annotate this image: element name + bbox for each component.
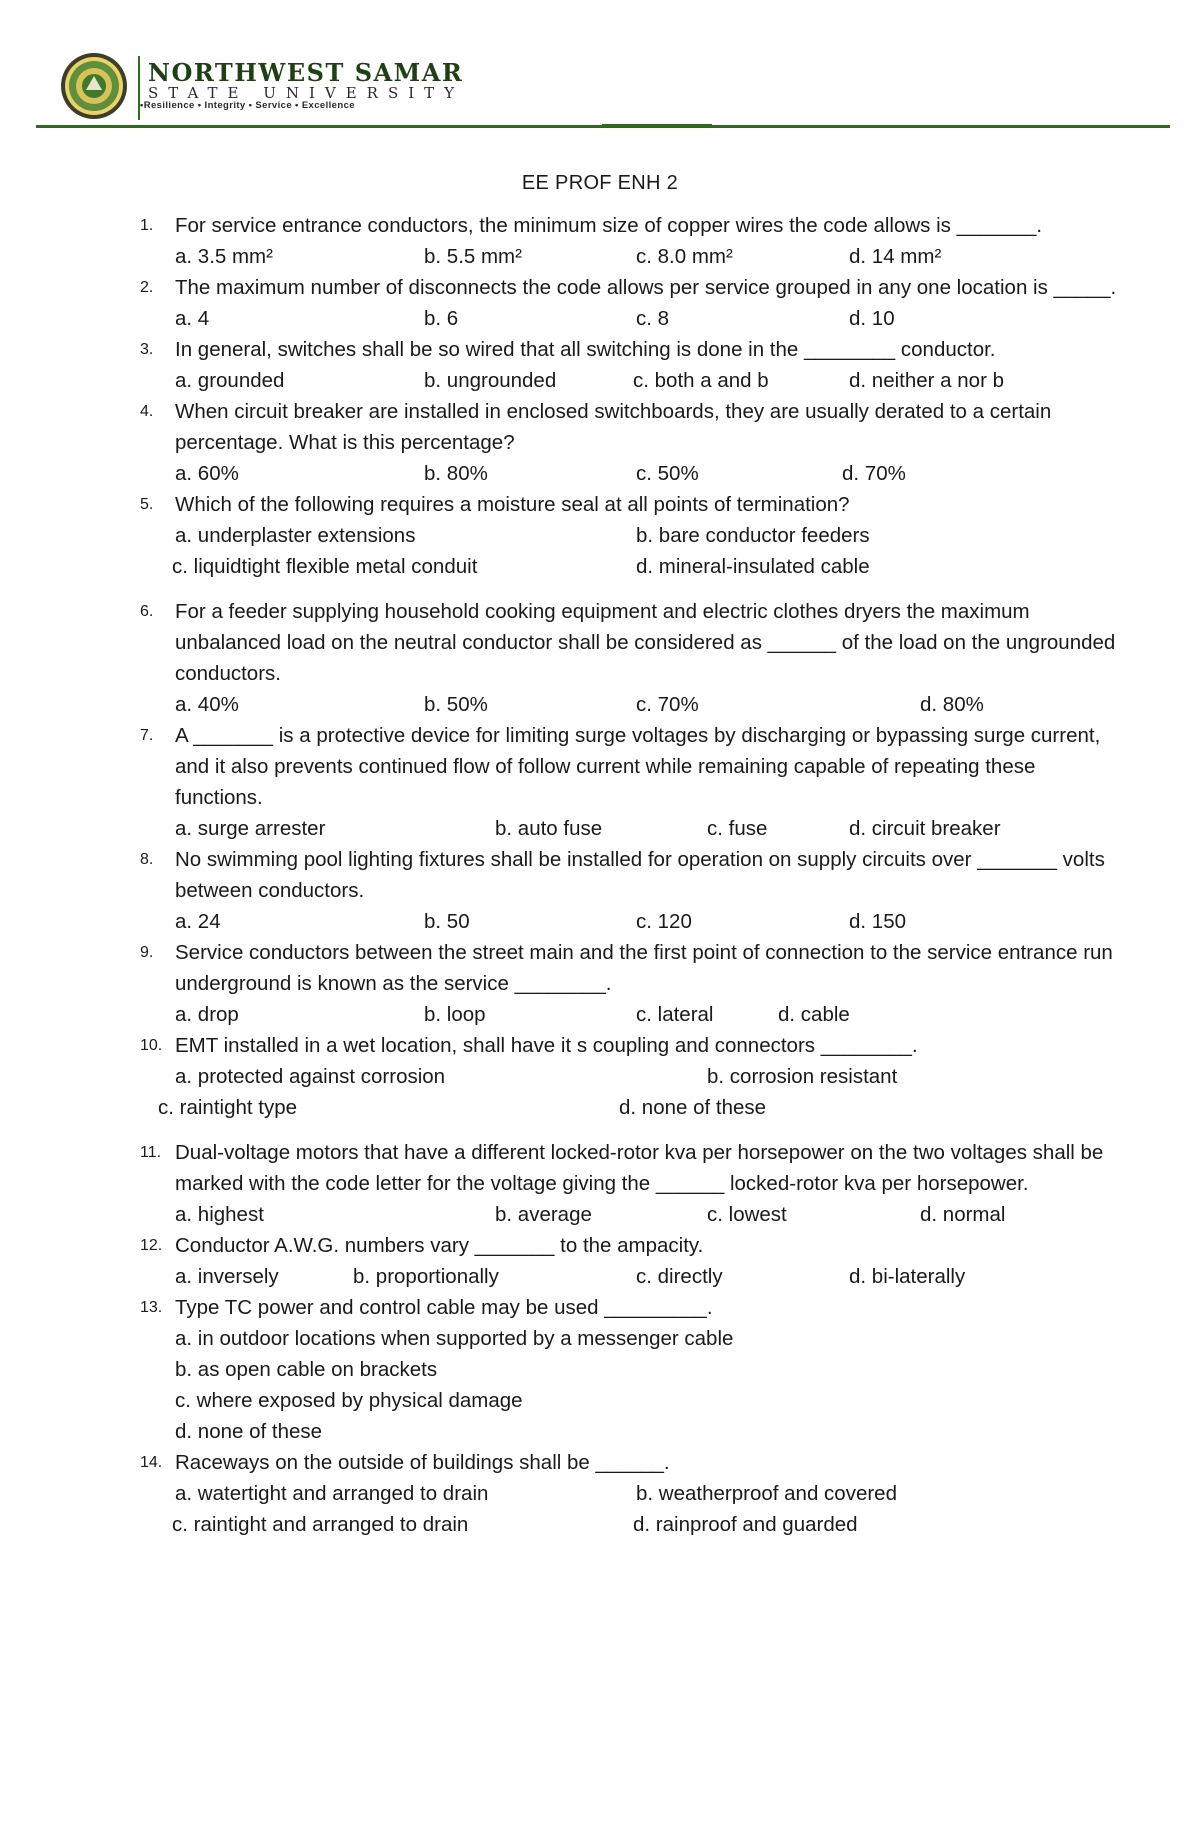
option-c: c. lateral (636, 1003, 714, 1026)
option-d: d. 70% (842, 462, 906, 485)
question-1 (0, 210, 1200, 241)
option-a: a. 24 (175, 910, 221, 933)
option-d: d. cable (778, 1003, 850, 1026)
option-c: c. where exposed by physical damage (175, 1389, 523, 1412)
option-c: c. fuse (707, 817, 768, 840)
option-d: d. normal (920, 1203, 1006, 1226)
option-b: b. 50% (424, 693, 488, 716)
question-text: No swimming pool lighting fixtures shall be installed for operation on supply circuits over _______ volts between conductors. (175, 848, 1105, 902)
option-b: b. 6 (424, 307, 459, 330)
option-c: c. 70% (636, 693, 699, 716)
options-row (0, 1416, 1200, 1447)
options-row (0, 999, 1200, 1030)
option-b: b. weatherproof and covered (636, 1482, 897, 1505)
option-d: d. circuit breaker (849, 817, 1001, 840)
question-number: 11. (140, 1144, 162, 1161)
question-number: 12. (140, 1237, 163, 1254)
question-6 (0, 596, 1200, 689)
question-number: 7. (140, 727, 154, 744)
options-row (0, 1092, 1200, 1123)
option-d: d. rainproof and guarded (633, 1513, 858, 1536)
question-number: 2. (140, 279, 154, 296)
option-b: b. as open cable on brackets (175, 1358, 438, 1381)
options-row (0, 365, 1200, 396)
options-row (0, 689, 1200, 720)
option-d: d. 10 (849, 307, 895, 330)
spacer (0, 582, 1200, 596)
question-7 (0, 720, 1200, 813)
question-text: A _______ is a protective device for limiting surge voltages by discharging or bypassing surge current, and it also prevents continued flow of follow current while remaining capable of repeating these functions. (175, 724, 1101, 809)
option-d: d. none of these (619, 1096, 767, 1119)
question-10 (0, 1030, 1200, 1061)
option-c: c. raintight and arranged to drain (172, 1513, 469, 1536)
question-2 (0, 272, 1200, 303)
option-b: b. loop (424, 1003, 486, 1026)
question-text: Conductor A.W.G. numbers vary _______ to the ampacity. (175, 1234, 704, 1257)
options-row (0, 1354, 1200, 1385)
options-row (0, 458, 1200, 489)
question-number: 5. (140, 496, 154, 513)
option-a: a. 60% (175, 462, 239, 485)
options-row (0, 1261, 1200, 1292)
option-c: c. both a and b (633, 369, 769, 392)
university-header (0, 0, 1200, 140)
option-b: b. 5.5 mm² (424, 245, 522, 268)
question-14 (0, 1447, 1200, 1478)
options-row (0, 1478, 1200, 1509)
question-11 (0, 1137, 1200, 1199)
question-number: 10. (140, 1037, 163, 1054)
question-text: The maximum number of disconnects the code allows per service grouped in any one location is _____. (175, 276, 1117, 299)
question-text: Which of the following requires a moisture seal at all points of termination? (175, 493, 850, 516)
option-a: a. in outdoor locations when supported by a messenger cable (175, 1327, 734, 1350)
option-a: a. 3.5 mm² (175, 245, 273, 268)
option-d: d. mineral-insulated cable (636, 555, 870, 578)
options-row (0, 241, 1200, 272)
option-d: d. bi-laterally (849, 1265, 966, 1288)
option-b: b. 50 (424, 910, 470, 933)
option-c: c. 120 (636, 910, 692, 933)
options-row (0, 303, 1200, 334)
question-number: 1. (140, 217, 154, 234)
question-number: 4. (140, 403, 154, 420)
question-text: Service conductors between the street main and the first point of connection to the service entrance run underground is known as the service ________. (175, 941, 1113, 995)
option-b: b. average (495, 1203, 592, 1226)
document-title: EE PROF ENH 2 (521, 172, 679, 194)
option-a: a. surge arrester (175, 817, 326, 840)
option-d: d. 150 (849, 910, 906, 933)
options-row (0, 813, 1200, 844)
options-row (0, 520, 1200, 551)
option-c: c. 50% (636, 462, 699, 485)
question-number: 13. (140, 1299, 163, 1316)
question-8 (0, 844, 1200, 906)
option-a: a. inversely (175, 1265, 279, 1288)
header-rule-accent (602, 124, 712, 128)
option-b: b. bare conductor feeders (636, 524, 870, 547)
question-4 (0, 396, 1200, 458)
question-text: In general, switches shall be so wired that all switching is done in the ________ conductor. (175, 338, 996, 361)
question-text: When circuit breaker are installed in enclosed switchboards, they are usually derated to a certain percentage. What is this percentage? (175, 400, 1052, 454)
options-row (0, 1199, 1200, 1230)
option-b: b. proportionally (353, 1265, 499, 1288)
question-list (0, 210, 1200, 1540)
options-row (0, 551, 1200, 582)
option-d: d. 80% (920, 693, 984, 716)
option-a: a. protected against corrosion (175, 1065, 446, 1088)
question-text: Raceways on the outside of buildings shall be ______. (175, 1451, 670, 1474)
option-a: a. underplaster extensions (175, 524, 416, 547)
option-b: b. ungrounded (424, 369, 557, 392)
question-number: 8. (140, 851, 154, 868)
option-b: b. 80% (424, 462, 488, 485)
option-c: c. lowest (707, 1203, 787, 1226)
options-row (0, 1061, 1200, 1092)
university-subtitle: STATE UNIVERSITY (148, 84, 465, 102)
question-text: Dual-voltage motors that have a different locked-rotor kva per horsepower on the two voltages shall be marked with the code letter for the voltage giving the ______ locked-rotor kva per horsepower. (175, 1141, 1104, 1195)
option-a: a. grounded (175, 369, 285, 392)
option-c: c. directly (636, 1265, 723, 1288)
university-motto: •Resilience • Integrity • Service • Excellence (140, 100, 355, 111)
option-c: c. raintight type (158, 1096, 298, 1119)
question-text: For service entrance conductors, the minimum size of copper wires the code allows is _______. (175, 214, 1043, 237)
question-text: EMT installed in a wet location, shall have it s coupling and connectors ________. (175, 1034, 918, 1057)
options-row (0, 906, 1200, 937)
question-3 (0, 334, 1200, 365)
question-number: 14. (140, 1454, 163, 1471)
option-b: b. auto fuse (495, 817, 603, 840)
option-a: a. watertight and arranged to drain (175, 1482, 489, 1505)
question-number: 3. (140, 341, 154, 358)
option-a: a. 4 (175, 307, 210, 330)
option-a: a. highest (175, 1203, 264, 1226)
option-c: c. 8.0 mm² (636, 245, 733, 268)
options-row (0, 1323, 1200, 1354)
option-d: d. neither a nor b (849, 369, 1004, 392)
option-d: d. 14 mm² (849, 245, 942, 268)
question-5 (0, 489, 1200, 520)
question-13 (0, 1292, 1200, 1323)
option-b: b. corrosion resistant (707, 1065, 898, 1088)
question-9 (0, 937, 1200, 999)
question-12 (0, 1230, 1200, 1261)
option-c: c. liquidtight flexible metal conduit (172, 555, 478, 578)
options-row (0, 1385, 1200, 1416)
question-number: 9. (140, 944, 154, 961)
option-c: c. 8 (636, 307, 670, 330)
question-text: Type TC power and control cable may be used _________. (175, 1296, 713, 1319)
option-d: d. none of these (175, 1420, 323, 1443)
option-a: a. drop (175, 1003, 239, 1026)
university-name: NORTHWEST SAMAR (148, 58, 464, 87)
option-a: a. 40% (175, 693, 239, 716)
question-number: 6. (140, 603, 154, 620)
question-text: For a feeder supplying household cooking equipment and electric clothes dryers the maximum unbalanced load on the neutral conductor shall be considered as ______ of the load on the ungrounded conductors. (175, 600, 1116, 685)
options-row (0, 1509, 1200, 1540)
spacer (0, 1123, 1200, 1137)
